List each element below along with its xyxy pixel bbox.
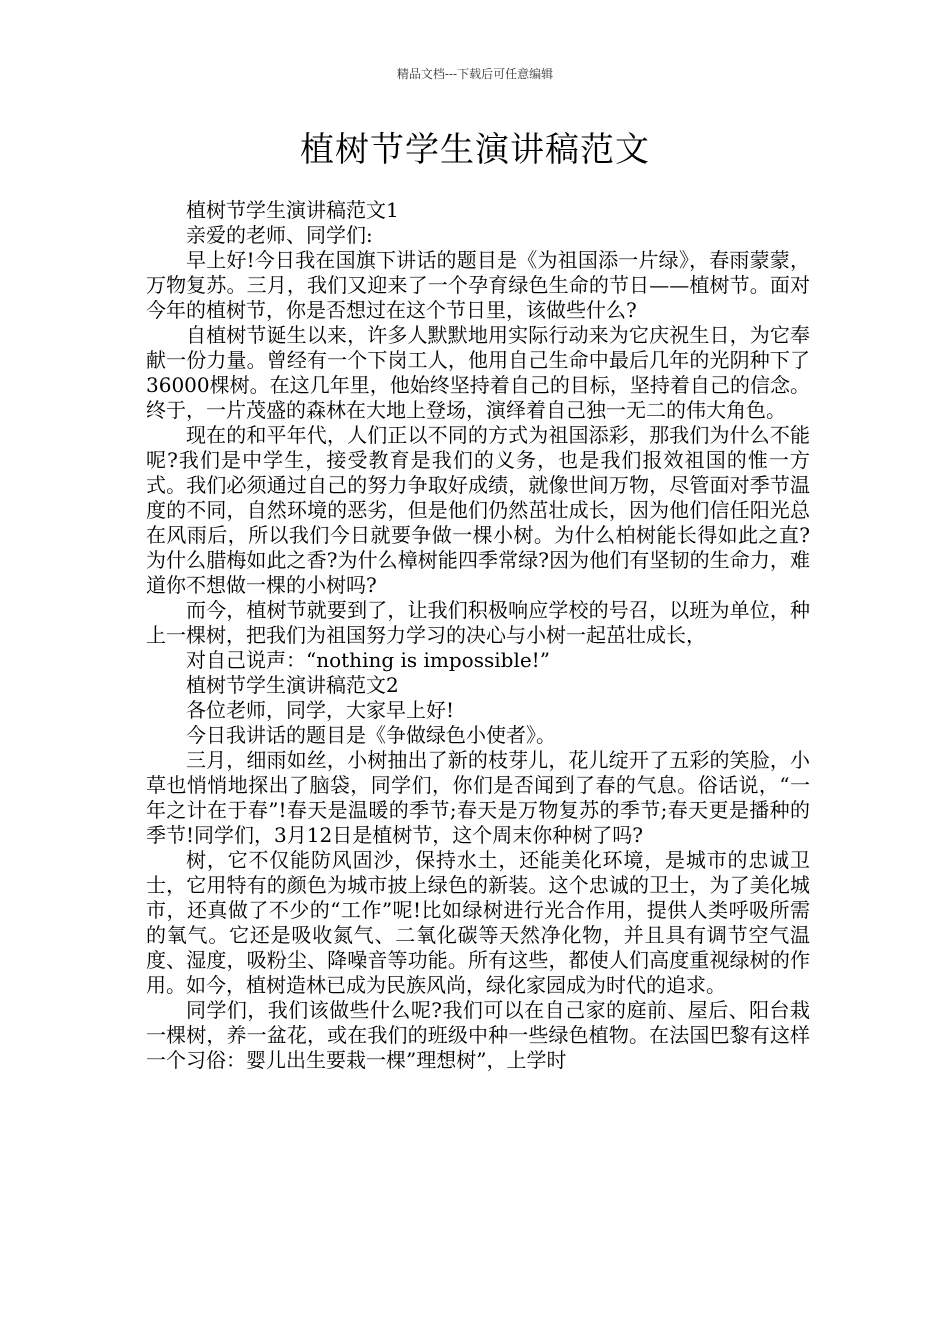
document-title: 植树节学生演讲稿范文 bbox=[300, 130, 650, 170]
paragraph: 三月，细雨如丝，小树抽出了新的枝芽儿，花儿绽开了五彩的笑脸，小草也悄悄地探出了脑袋，同学们，你们是否闻到了春的气息。俗话说，“一年之计在于春”!春天是温暖的季节;春天是万物复苏的季节;春天更是播种的季节!同学们，3月12日是植树节，这个周末你种树了吗? bbox=[146, 748, 810, 847]
header-note: 精品文档---下载后可任意编辑 bbox=[396, 67, 554, 81]
document-body bbox=[146, 198, 810, 1073]
paragraph: 今日我讲话的题目是《争做绿色小使者》。 bbox=[186, 723, 556, 747]
section-heading-1: 植树节学生演讲稿范文1 bbox=[186, 198, 399, 222]
section-heading-2: 植树节学生演讲稿范文2 bbox=[186, 673, 399, 697]
paragraph: 而今，植树节就要到了，让我们积极响应学校的号召，以班为单位，种上一棵树，把我们为祖国努力学习的决心与小树一起茁壮成长， bbox=[146, 598, 810, 647]
salutation-1: 亲爱的老师、同学们: bbox=[186, 223, 373, 247]
salutation-2: 各位老师，同学，大家早上好! bbox=[186, 698, 455, 722]
paragraph: 同学们，我们该做些什么呢?我们可以在自己家的庭前、屋后、阳台栽一棵树，养一盆花，或在我们的班级中种一些绿色植物。在法国巴黎有这样一个习俗：婴儿出生要栽一棵”理想树”，上学时 bbox=[146, 998, 810, 1072]
paragraph: 早上好!今日我在国旗下讲话的题目是《为祖国添一片绿》，春雨蒙蒙，万物复苏。三月，我们又迎来了一个孕育绿色生命的节日——植树节。面对今年的植树节，你是否想过在这个节日里，该做些什么? bbox=[146, 248, 810, 322]
paragraph: 自植树节诞生以来，许多人默默地用实际行动来为它庆祝生日，为它奉献一份力量。曾经有一个下岗工人，他用自己生命中最后几年的光阴种下了36000棵树。在这几年里，他始终坚持着自己的目标，坚持着自己的信念。终于，一片茂盛的森林在大地上登场，演绎着自己独一无二的伟大角色。 bbox=[146, 323, 810, 422]
paragraph: 树，它不仅能防风固沙，保持水土，还能美化环境，是城市的忠诚卫士，它用特有的颜色为城市披上绿色的新装。这个忠诚的卫士，为了美化城市，还真做了不少的“工作”呢!比如绿树进行光合作用，提供人类呼吸所需的氧气。它还是吸收氮气、二氧化碳等天然净化物，并且具有调节空气温度、湿度，吸粉尘、降噪音等功能。所有这些，都使人们高度重视绿树的作用。如今，植树造林已成为民族风尚，绿化家园成为时代的追求。 bbox=[146, 848, 810, 997]
paragraph: 现在的和平年代，人们正以不同的方式为祖国添彩，那我们为什么不能呢?我们是中学生，接受教育是我们的义务，也是我们报效祖国的惟一方式。我们必须通过自己的努力争取好成绩，就像世间万物，尽管面对季节温度的不同，自然环境的恶劣，但是他们仍然茁壮成长，因为他们信任阳光总在风雨后，所以我们今日就要争做一棵小树。为什么柏树能长得如此之直?为什么腊梅如此之香?为什么樟树能四季常绿?因为他们有坚韧的生命力，难道你不想做一棵的小树吗? bbox=[146, 423, 810, 597]
paragraph: 对自己说声：“nothing is impossible!” bbox=[186, 648, 550, 672]
